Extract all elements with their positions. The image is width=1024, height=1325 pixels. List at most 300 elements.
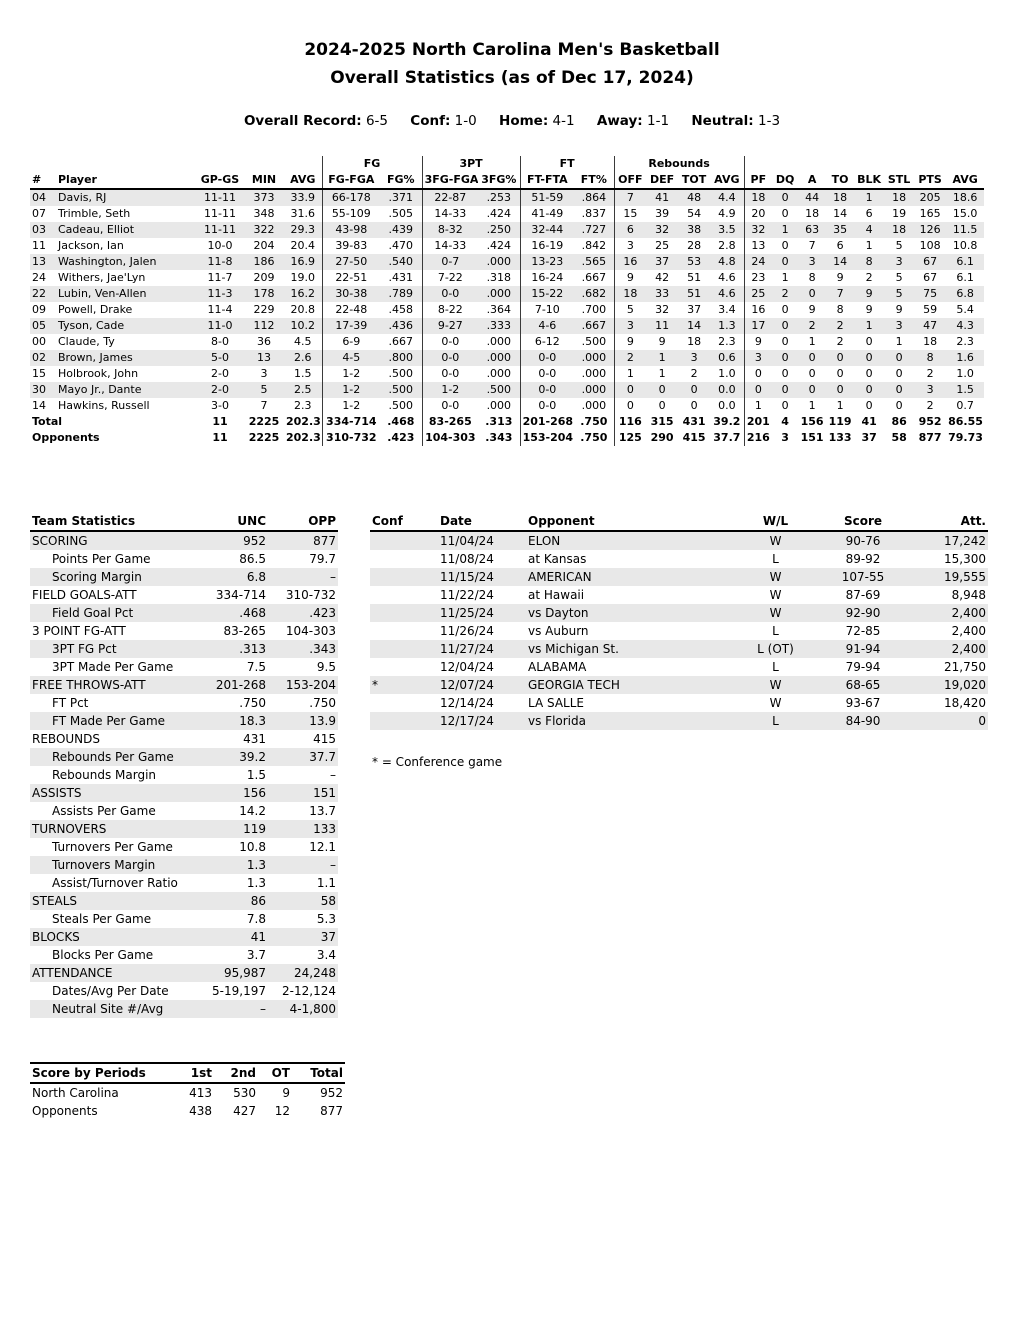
stat-cell: 19.0 [290, 271, 316, 284]
player-name: Washington, Jalen [58, 255, 157, 268]
stat-cell: 202.3 [286, 431, 321, 444]
stat-cell: 1-2 [322, 366, 380, 382]
game-rows [370, 531, 988, 730]
periods-1st: 438 [189, 1103, 212, 1118]
period-2nd-header: 2nd [214, 1063, 258, 1083]
stat-cell: 5 [895, 287, 903, 300]
team-stat-unc-value: 334-714 [215, 587, 266, 602]
stat-cell: 348 [253, 207, 275, 220]
record-value: 4-1 [552, 113, 575, 129]
team-stat-row [30, 658, 338, 676]
stat-cell: 8 [926, 351, 934, 364]
stat-cell: .371 [388, 191, 414, 204]
stat-cell: 43-98 [322, 222, 380, 238]
team-stat-unc-value: 86 [250, 893, 266, 908]
stat-cell: 47 [923, 319, 938, 332]
stat-cell: 18 [687, 335, 702, 348]
team-stat-opp-value: .750 [309, 695, 336, 710]
stat-cell: .436 [388, 319, 414, 332]
stat-cell: 9 [658, 335, 666, 348]
game-score: 68-65 [845, 677, 881, 692]
stat-cell: 11-11 [204, 207, 236, 220]
game-date: 12/14/24 [440, 695, 494, 710]
stat-cell: .000 [581, 367, 607, 380]
player-stats-table [30, 156, 984, 446]
record-label: Overall Record: [243, 113, 362, 129]
record-segment [597, 113, 669, 129]
stat-cell: .000 [486, 367, 512, 380]
jersey-number: 14 [32, 399, 46, 412]
stat-cell: 0.7 [956, 399, 974, 412]
team-stats-header-row [30, 512, 338, 531]
team-stat-unc-value: 201-268 [215, 677, 266, 692]
stat-cell: 0 [865, 367, 873, 380]
stat-cell: 0 [836, 383, 844, 396]
team-stat-opp-value: 2-12,124 [282, 983, 336, 998]
stat-cell: 373 [253, 191, 275, 204]
stat-cell: 4.4 [718, 191, 736, 204]
stat-cell: 42 [655, 271, 670, 284]
stat-cell: 5 [895, 271, 903, 284]
stat-cell: 178 [253, 287, 275, 300]
stat-cell: 322 [253, 223, 275, 236]
player-name: Jackson, Ian [58, 239, 124, 252]
game-result: L [772, 713, 779, 728]
stat-cell: 2 [614, 350, 646, 366]
periods-rows [30, 1083, 345, 1120]
team-stat-opp-value: 4-1,800 [289, 1001, 336, 1016]
game-date: 11/25/24 [440, 605, 494, 620]
col-header: STL [884, 172, 914, 189]
jersey-number: 05 [32, 319, 46, 332]
stat-cell: 0 [836, 367, 844, 380]
stat-cell: 15.0 [952, 207, 978, 220]
team-stat-opp-value: 37 [320, 929, 336, 944]
stat-cell: 1-2 [322, 382, 380, 398]
stat-cell: 0-0 [520, 366, 574, 382]
stat-cell: 104-303 [422, 430, 478, 446]
stat-cell: 18 [833, 191, 848, 204]
score-column-header: Score [818, 512, 908, 531]
stat-cell: 8-32 [422, 222, 478, 238]
team-stat-opp-value: 153-204 [285, 677, 336, 692]
game-opponent: vs Auburn [528, 623, 589, 638]
stat-cell: 3-0 [211, 399, 229, 412]
stat-cell: 35 [833, 223, 848, 236]
stat-cell: 11-8 [207, 255, 233, 268]
team-stats-rows [30, 531, 338, 1018]
game-date: 11/04/24 [440, 533, 494, 548]
stat-cell: 16.2 [290, 287, 316, 300]
player-row [30, 318, 984, 334]
stat-cell: 86.55 [948, 415, 983, 428]
stat-cell: 204 [253, 239, 275, 252]
game-opponent: vs Michigan St. [528, 641, 619, 656]
team-stat-row [30, 712, 338, 730]
team-stat-opp-value: 13.7 [309, 803, 336, 818]
group-rebounds: Rebounds [614, 156, 744, 172]
game-opponent: LA SALLE [528, 695, 584, 710]
stat-cell: 0 [781, 351, 789, 364]
stat-cell: 2 [926, 399, 934, 412]
team-stat-unc-value: 119 [243, 821, 266, 836]
stat-cell: 41 [655, 191, 670, 204]
team-stat-unc-value: .750 [239, 695, 266, 710]
stat-cell: 29.3 [290, 223, 316, 236]
stat-cell: 0 [808, 351, 816, 364]
stat-cell: 0-0 [520, 398, 574, 414]
game-attendance: 0 [978, 713, 986, 728]
team-stat-unc-value: 41 [250, 929, 266, 944]
conference-game-footnote: * = Conference game [372, 755, 503, 769]
team-stat-label: Field Goal Pct [52, 605, 134, 620]
stat-cell: 0-0 [422, 334, 478, 350]
game-date: 11/15/24 [440, 569, 494, 584]
team-stat-label: STEALS [32, 893, 78, 908]
game-row [370, 604, 988, 622]
team-stat-unc-value: 7.8 [246, 911, 266, 926]
record-segment [691, 113, 780, 129]
game-row [370, 640, 988, 658]
stat-cell: 11-7 [207, 271, 233, 284]
team-stat-unc-value: 7.5 [246, 659, 266, 674]
stat-cell: 3 [895, 255, 903, 268]
game-result: L (OT) [757, 641, 794, 656]
stat-cell: 20 [744, 206, 772, 222]
team-stat-label: Assist/Turnover Ratio [52, 875, 178, 890]
stat-cell: .750 [580, 415, 608, 428]
team-stat-unc-value: 6.8 [246, 569, 266, 584]
stat-cell: 0 [658, 383, 666, 396]
conf-flag [370, 586, 438, 604]
col-header: PTS [914, 172, 946, 189]
team-stat-label: ATTENDANCE [32, 965, 113, 980]
stat-cell: 8 [836, 303, 844, 316]
periods-2nd: 530 [233, 1085, 256, 1100]
game-score: 91-94 [845, 641, 881, 656]
jersey-number: 04 [32, 191, 46, 204]
stat-cell: 8-0 [211, 335, 229, 348]
column-header-row [30, 172, 984, 189]
stat-cell: .500 [388, 399, 414, 412]
team-stat-opp-value: – [330, 857, 336, 872]
stat-cell: 32 [655, 303, 670, 316]
stat-cell: .424 [486, 239, 512, 252]
stat-cell: 4.9 [718, 207, 736, 220]
stat-cell: 0 [781, 399, 789, 412]
stat-cell: .431 [388, 271, 414, 284]
stat-cell: 4-6 [520, 318, 574, 334]
game-result: W [769, 587, 782, 602]
stat-cell: .000 [486, 335, 512, 348]
team-stat-opp-value: 58 [320, 893, 336, 908]
col-header: MIN [244, 172, 284, 189]
stat-cell: 3 [690, 351, 698, 364]
game-opponent: AMERICAN [528, 569, 592, 584]
team-stat-row [30, 568, 338, 586]
stat-cell: 22-87 [422, 189, 478, 206]
stat-cell: 205 [919, 191, 941, 204]
stat-cell: 37.7 [713, 431, 741, 444]
team-stat-row [30, 802, 338, 820]
att-column-header: Att. [908, 512, 988, 531]
team-stat-label: FT Made Per Game [52, 713, 166, 728]
stat-cell: .789 [388, 287, 414, 300]
team-stat-label: Turnovers Per Game [52, 839, 173, 854]
player-rows [30, 189, 984, 414]
period-1st-header: 1st [170, 1063, 214, 1083]
conf-flag [370, 658, 438, 676]
stat-cell: .800 [388, 351, 414, 364]
stat-cell: .000 [581, 383, 607, 396]
jersey-number: 30 [32, 383, 46, 396]
record-value: 6-5 [365, 113, 388, 129]
stat-cell: .700 [581, 303, 607, 316]
stat-cell: 0 [781, 303, 789, 316]
stat-cell: 0 [781, 255, 789, 268]
game-row [370, 568, 988, 586]
col-header: A [798, 172, 826, 189]
conf-flag [370, 640, 438, 658]
game-opponent: vs Florida [528, 713, 586, 728]
team-stat-row [30, 640, 338, 658]
stat-cell: .000 [486, 255, 512, 268]
stat-cell: 55-109 [322, 206, 380, 222]
stat-cell: 186 [253, 255, 275, 268]
stat-cell: 1 [808, 335, 816, 348]
stat-cell: 1 [836, 399, 844, 412]
team-stat-unc-value: 39.2 [239, 749, 266, 764]
game-result: L [772, 623, 779, 638]
team-stat-unc-value: 1.5 [246, 767, 266, 782]
stat-cell: 0 [895, 399, 903, 412]
stat-cell: 41-49 [520, 206, 574, 222]
stat-cell: 0 [808, 287, 816, 300]
stat-cell: 14 [687, 319, 702, 332]
stat-cell: 3 [781, 431, 789, 444]
stat-cell: .500 [388, 383, 414, 396]
team-stat-opp-value: 877 [313, 533, 336, 548]
stat-cell: .500 [486, 383, 512, 396]
stat-cell: 6-9 [322, 334, 380, 350]
team-stat-row [30, 531, 338, 550]
stat-cell: 0 [895, 383, 903, 396]
stat-cell: 13-23 [520, 254, 574, 270]
game-opponent: ELON [528, 533, 561, 548]
stat-cell: 0 [658, 399, 666, 412]
team-stat-unc-value: 1.3 [246, 875, 266, 890]
team-stat-unc-value: .313 [239, 641, 266, 656]
player-row [30, 350, 984, 366]
player-name: Cadeau, Elliot [58, 223, 135, 236]
stat-cell: 18 [744, 189, 772, 206]
stat-cell: 0 [690, 399, 698, 412]
team-stat-row [30, 586, 338, 604]
stat-cell: 0 [781, 319, 789, 332]
stat-cell: 315 [650, 415, 674, 428]
stat-cell: .439 [388, 223, 414, 236]
page-subtitle: Overall Statistics (as of Dec 17, 2024) [330, 68, 694, 88]
stat-cell: 0.6 [718, 351, 736, 364]
team-stat-opp-value: 104-303 [285, 623, 336, 638]
col-header: OFF [614, 172, 646, 189]
col-header: FT% [574, 172, 614, 189]
stat-cell: 11-11 [204, 223, 236, 236]
team-stat-opp-value: 24,248 [294, 965, 336, 980]
periods-2nd: 427 [233, 1103, 256, 1118]
player-row [30, 238, 984, 254]
stat-cell: 202.3 [286, 415, 321, 428]
team-stat-label: REBOUNDS [32, 731, 101, 746]
team-stat-opp-value: 13.9 [309, 713, 336, 728]
stat-cell: .343 [485, 431, 513, 444]
col-header: AVG [710, 172, 744, 189]
stat-cell: .727 [581, 223, 607, 236]
periods-total: 952 [320, 1085, 343, 1100]
stat-cell: .468 [387, 415, 415, 428]
stat-cell: 112 [253, 319, 275, 332]
stat-cell: 1 [808, 399, 816, 412]
stat-cell: 18 [892, 223, 907, 236]
stat-cell: 0-0 [422, 286, 478, 302]
game-opponent: at Hawaii [528, 587, 585, 602]
stat-cell: 79.73 [948, 431, 983, 444]
stat-cell: 2.5 [294, 383, 312, 396]
jersey-number: 22 [32, 287, 46, 300]
stat-cell: 3 [926, 383, 934, 396]
stat-cell: 9-27 [422, 318, 478, 334]
stat-cell: 2.8 [718, 239, 736, 252]
team-stat-unc-value: 1.3 [246, 857, 266, 872]
stat-cell: 1 [895, 335, 903, 348]
periods-row [30, 1083, 345, 1102]
jersey-number: 24 [32, 271, 46, 284]
game-attendance: 19,020 [944, 677, 986, 692]
team-stat-unc-value: .468 [239, 605, 266, 620]
stat-cell: .565 [581, 255, 607, 268]
stat-cell: 0-7 [422, 254, 478, 270]
team-stat-unc-value: 18.3 [239, 713, 266, 728]
game-attendance: 21,750 [944, 659, 986, 674]
team-stat-label: FIELD GOALS-ATT [32, 587, 137, 602]
record-label: Away: [596, 113, 643, 129]
stat-cell: 3.5 [718, 223, 736, 236]
team-stat-label: Turnovers Margin [52, 857, 156, 872]
game-attendance: 15,300 [944, 551, 986, 566]
conf-flag [370, 531, 438, 550]
player-row [30, 302, 984, 318]
team-stat-row [30, 784, 338, 802]
stat-cell: 18 [892, 191, 907, 204]
stat-cell: 4.5 [294, 335, 312, 348]
team-stat-label: Neutral Site #/Avg [52, 1001, 164, 1016]
team-stat-opp-value: .423 [309, 605, 336, 620]
stat-cell: .682 [581, 287, 607, 300]
jersey-number: 07 [32, 207, 46, 220]
team-stat-label: Assists Per Game [52, 803, 156, 818]
stat-cell: 11.5 [952, 223, 978, 236]
stat-cell: .837 [581, 207, 607, 220]
team-stat-row [30, 730, 338, 748]
stat-cell: 165 [919, 207, 941, 220]
stat-cell: 1 [658, 351, 666, 364]
col-header: DQ [772, 172, 798, 189]
stat-cell: 9 [614, 270, 646, 286]
unc-column-header: UNC [198, 512, 268, 531]
team-stat-row [30, 928, 338, 946]
stat-cell: 116 [614, 414, 646, 430]
game-result: W [769, 569, 782, 584]
record-value: 1-0 [454, 113, 477, 129]
team-stat-unc-value: 5-19,197 [212, 983, 266, 998]
team-stat-opp-value: 133 [313, 821, 336, 836]
stat-cell: 16 [614, 254, 646, 270]
team-stat-unc-value: 83-265 [223, 623, 266, 638]
stat-cell: 18.6 [952, 191, 978, 204]
stat-cell: 9 [865, 287, 873, 300]
game-result: W [769, 605, 782, 620]
periods-ot: 9 [282, 1085, 290, 1100]
group-header-row [30, 156, 984, 172]
team-stat-label: BLOCKS [32, 929, 80, 944]
opponent-column-header: Opponent [526, 512, 733, 531]
stat-cell: 38 [687, 223, 702, 236]
stat-cell: 2225 [248, 415, 280, 428]
game-score: 92-90 [845, 605, 881, 620]
team-stat-unc-value: 86.5 [239, 551, 266, 566]
stat-cell: 0 [690, 383, 698, 396]
conf-flag [370, 550, 438, 568]
conf-column-header: Conf [370, 512, 438, 531]
stat-cell: 9 [865, 303, 873, 316]
stat-cell: 7 [808, 239, 816, 252]
team-stat-row [30, 964, 338, 982]
player-name: Davis, RJ [58, 191, 107, 204]
stat-cell: 11 [212, 431, 228, 444]
stat-cell: .842 [581, 239, 607, 252]
stat-cell: 125 [614, 430, 646, 446]
stat-cell: 14 [833, 255, 848, 268]
jersey-number: 09 [32, 303, 46, 316]
jersey-number: 13 [32, 255, 46, 268]
stat-cell: .000 [486, 351, 512, 364]
stat-cell: 201 [744, 414, 772, 430]
stat-cell: .540 [388, 255, 414, 268]
stat-cell: 22-48 [322, 302, 380, 318]
col-header: 3FG-FGA [422, 172, 478, 189]
team-stat-row [30, 838, 338, 856]
team-stat-label: Points Per Game [52, 551, 151, 566]
stat-cell: 59 [923, 303, 938, 316]
stat-cell: 0 [744, 382, 772, 398]
totals-label: Total [32, 415, 63, 428]
opp-column-header: OPP [268, 512, 338, 531]
stat-cell: .250 [486, 223, 512, 236]
team-stat-opp-value: 415 [313, 731, 336, 746]
stat-cell: 36 [257, 335, 271, 348]
stat-cell: 0 [895, 351, 903, 364]
conf-flag [370, 604, 438, 622]
stat-cell: 3 [614, 238, 646, 254]
stat-cell: .667 [581, 271, 607, 284]
stat-cell: .500 [581, 335, 607, 348]
team-statistics-table [30, 512, 338, 1018]
stat-cell: 10.2 [290, 319, 316, 332]
team-stat-opp-value: 310-732 [285, 587, 336, 602]
conf-flag [370, 712, 438, 730]
stat-cell: 4 [781, 415, 789, 428]
group-spacer [30, 156, 322, 172]
